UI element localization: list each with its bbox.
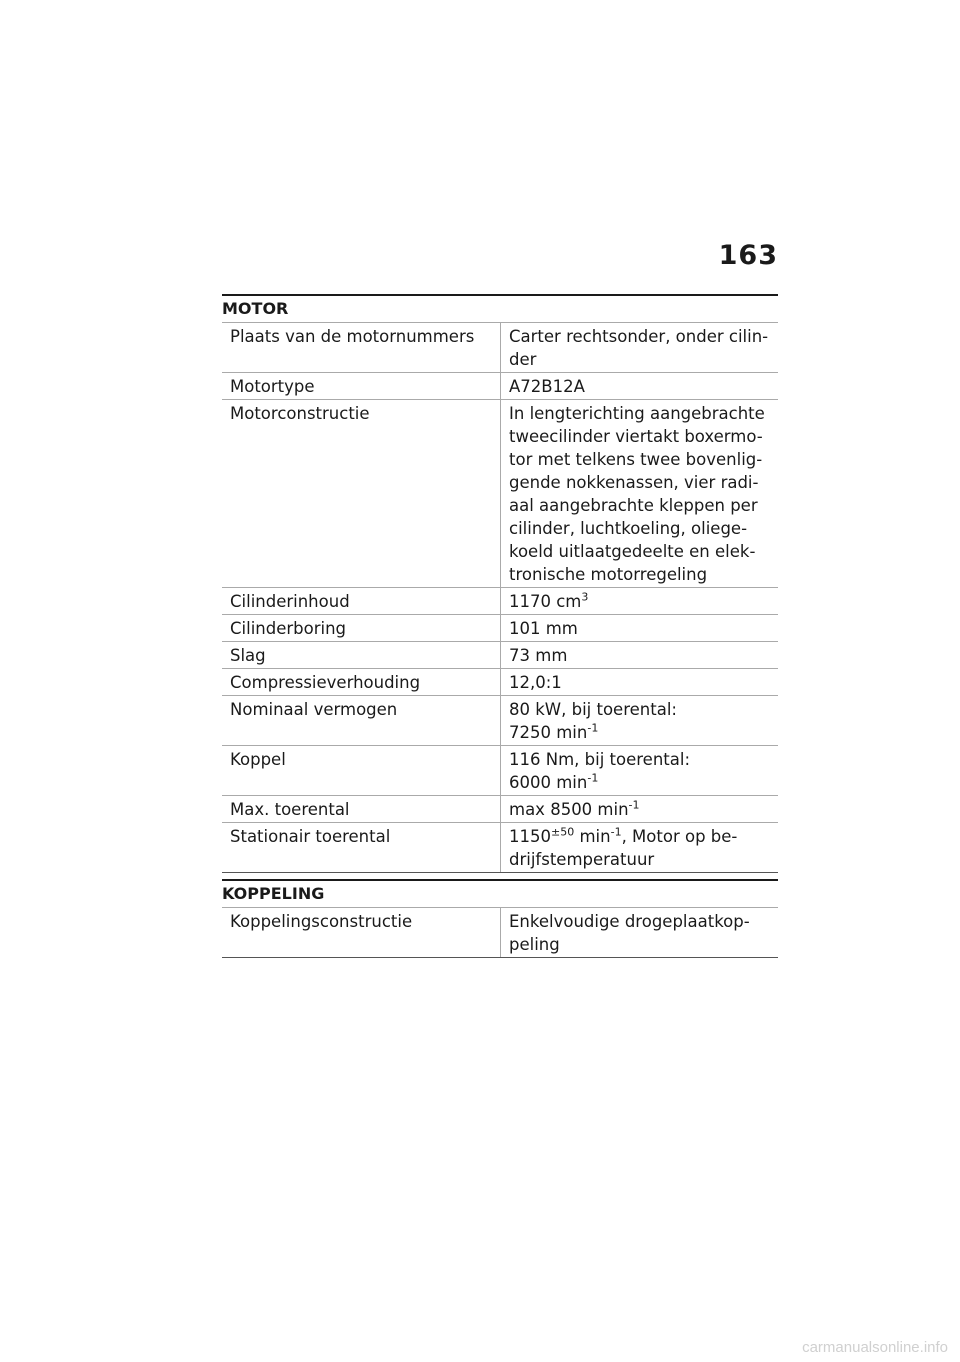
table-row <box>222 669 778 696</box>
spec-value-line2: 7250 min <box>509 723 588 742</box>
spec-value-text: , Motor op be- <box>621 827 738 846</box>
spec-label: Stationair toerental <box>222 823 501 873</box>
superscript: -1 <box>610 825 622 839</box>
spec-value: 73 mm <box>501 642 779 669</box>
spec-value <box>501 823 779 873</box>
spec-label: Koppelingsconstructie <box>222 908 501 958</box>
spec-label: Compressieverhouding <box>222 669 501 696</box>
spec-value <box>501 796 779 823</box>
spec-label: Cilinderboring <box>222 615 501 642</box>
motor-section <box>222 294 778 873</box>
spec-value: In lengterichting aangebrachte tweecilinder viertakt boxermo- tor met telkens twee bovenlig- gende nokkenassen, vier radi- aal aangebrachte kleppen per cilinder, luchtkoeling, oliege- koeld uitlaatgedeelte en elek- tronische motorregeling <box>501 400 779 588</box>
spec-value-text: 1170 cm <box>509 592 582 611</box>
spec-value-line2: 6000 min <box>509 773 588 792</box>
spec-value-text: min <box>574 827 611 846</box>
motor-spec-table <box>222 323 778 873</box>
table-row <box>222 746 778 796</box>
spec-value-line1: 116 Nm, bij toerental: <box>509 750 691 769</box>
spec-label: Nominaal vermogen <box>222 696 501 746</box>
spec-value: A72B12A <box>501 373 779 400</box>
spec-value: 101 mm <box>501 615 779 642</box>
spec-value-line1: Enkelvoudige drogeplaatkop- <box>509 912 750 931</box>
table-row <box>222 323 778 373</box>
table-row <box>222 400 778 588</box>
spec-value-text: max 8500 min <box>509 800 629 819</box>
spec-label: Max. toerental <box>222 796 501 823</box>
page-number: 163 <box>718 240 778 271</box>
spec-value-line2: peling <box>509 935 560 954</box>
table-row <box>222 908 778 958</box>
superscript: -1 <box>587 721 599 735</box>
spec-label: Motortype <box>222 373 501 400</box>
watermark: carmanualsonline.info <box>802 1339 948 1356</box>
spec-value-line1: 80 kW, bij toerental: <box>509 700 677 719</box>
spec-value <box>501 696 779 746</box>
spec-value-text: 1150 <box>509 827 551 846</box>
spec-label: Slag <box>222 642 501 669</box>
spec-value: 12,0:1 <box>501 669 779 696</box>
spec-label: Plaats van de motornummers <box>222 323 501 373</box>
spec-value-line2: drijfstemperatuur <box>509 850 655 869</box>
koppeling-spec-table <box>222 908 778 958</box>
spec-value <box>501 588 779 615</box>
koppeling-section <box>222 879 778 958</box>
superscript: 3 <box>581 590 589 604</box>
table-row <box>222 823 778 873</box>
table-row <box>222 696 778 746</box>
table-row <box>222 796 778 823</box>
superscript: -1 <box>628 798 640 812</box>
superscript: -1 <box>587 771 599 785</box>
spec-value <box>501 746 779 796</box>
section-title-koppeling: KOPPELING <box>222 879 778 908</box>
spec-value <box>501 908 779 958</box>
section-title-motor: MOTOR <box>222 294 778 323</box>
table-row <box>222 642 778 669</box>
superscript: ±50 <box>551 825 575 839</box>
table-row <box>222 373 778 400</box>
table-row <box>222 615 778 642</box>
spec-value: Carter rechtsonder, onder cilin- der <box>501 323 779 373</box>
spec-label: Cilinderinhoud <box>222 588 501 615</box>
table-row <box>222 588 778 615</box>
spec-label: Koppel <box>222 746 501 796</box>
spec-label: Motorconstructie <box>222 400 501 588</box>
